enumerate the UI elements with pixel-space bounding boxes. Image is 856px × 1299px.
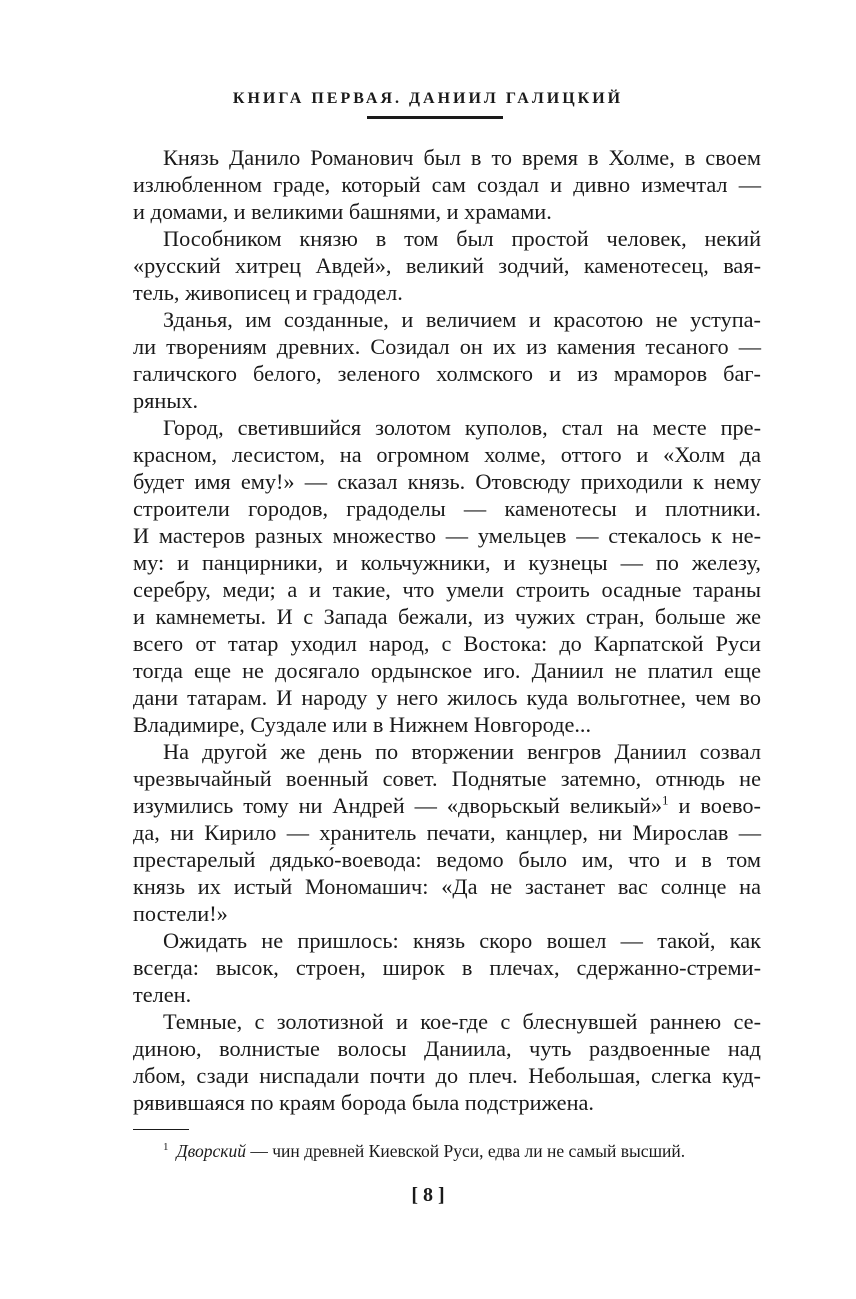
text-line: Владимире, Суздале или в Нижнем Новгороде... [133, 712, 592, 737]
text-line: тель, живописец и градодел. [133, 280, 403, 305]
text-line: престарелый дядько́-воевода: ведомо было им, что и в том [133, 847, 761, 872]
text-line: дани татарам. И народу у него жилось куда вольготнее, чем во [133, 685, 761, 710]
text-line: лбом, сзади ниспадали почти до плеч. Небольшая, слегка куд- [133, 1063, 761, 1088]
footnote-text: — чин древней Киевской Руси, едва ли не самый высший. [245, 1141, 686, 1161]
text-line: серебру, меди; а и такие, что умели строить осадные тараны [133, 577, 761, 602]
footnote [163, 1140, 685, 1162]
text-line: да, ни Кирило — хранитель печати, канцлер, ни Мирослав — [133, 820, 761, 845]
text-line: тогда еще не досягало ордынское иго. Даниил не платил еще [133, 658, 761, 683]
text-line: Пособником князю в том был простой человек, некий [163, 226, 761, 251]
text-line: ли творениям древних. Созидал он их из камения тесаного — [133, 334, 761, 359]
text-line: диною, волнистые волосы Даниила, чуть раздвоенные над [133, 1036, 761, 1061]
footnote-reference: 1 [662, 792, 669, 808]
text-line: «русский хитрец Авдей», великий зодчий, каменотесец, вая- [133, 253, 761, 278]
text-line: Город, светившийся золотом куполов, стал на месте пре- [163, 415, 761, 440]
text-line: всего от татар уходил народ, с Востока: до Карпатской Руси [133, 631, 761, 656]
text-line: постели!» [133, 901, 228, 926]
text-line: телен. [133, 982, 192, 1007]
text-line: Зданья, им созданные, и величием и красотою не уступа- [163, 307, 761, 332]
text-line: На другой же день по вторжении венгров Даниил созвал [163, 739, 761, 764]
text-line: Князь Данило Романович был в то время в Холме, в своем [163, 145, 761, 170]
text-line: и домами, и великими башнями, и храмами. [133, 199, 552, 224]
text-line: будет имя ему!» — сказал князь. Отовсюду приходили к нему [133, 469, 761, 494]
text-line: рявившаяся по краям борода была подстрижена. [133, 1090, 594, 1115]
footnote-mark: 1 [163, 1141, 169, 1154]
text-line: И мастеров разных множество — умельцев — стекалось к не- [133, 523, 761, 548]
text-line: излюбленном граде, который сам создал и дивно измечтал — [133, 172, 761, 197]
header-rule [367, 116, 503, 119]
footnote-term: Дворский [176, 1141, 246, 1161]
page-number: [ 8 ] [411, 1184, 445, 1206]
text-segment: изумились тому ни Андрей — «дворьскый великый» [133, 793, 663, 818]
text-segment: и воево- [668, 793, 761, 818]
text-line: красном, лесистом, на огромном холме, оттого и «Холм да [133, 442, 761, 467]
text-line: галичского белого, зеленого холмского и из мраморов баг- [133, 361, 761, 386]
text-line: Темные, с золотизной и кое-где с блеснувшей раннею се- [163, 1009, 761, 1034]
text-line: князь их истый Мономашич: «Да не застанет вас солнце на [133, 874, 761, 899]
running-header: КНИГА ПЕРВАЯ. ДАНИИЛ ГАЛИЦКИЙ [232, 90, 624, 107]
text-line-with-footnote [133, 793, 761, 819]
footnote-rule [133, 1129, 189, 1130]
text-line: всегда: высок, строен, широк в плечах, сдержанно-стреми- [133, 955, 761, 980]
text-line: чрезвычайный военный совет. Поднятые затемно, отнюдь не [133, 766, 761, 791]
text-line: строители городов, градоделы — каменотесы и плотники. [133, 496, 761, 521]
text-line: и камнеметы. И с Запада бежали, из чужих стран, больше же [133, 604, 761, 629]
text-line: Ожидать не пришлось: князь скоро вошел — такой, как [163, 928, 761, 953]
text-line: ряных. [133, 388, 199, 413]
text-line: му: и панцирники, и кольчужники, и кузнецы — по железу, [133, 550, 761, 575]
